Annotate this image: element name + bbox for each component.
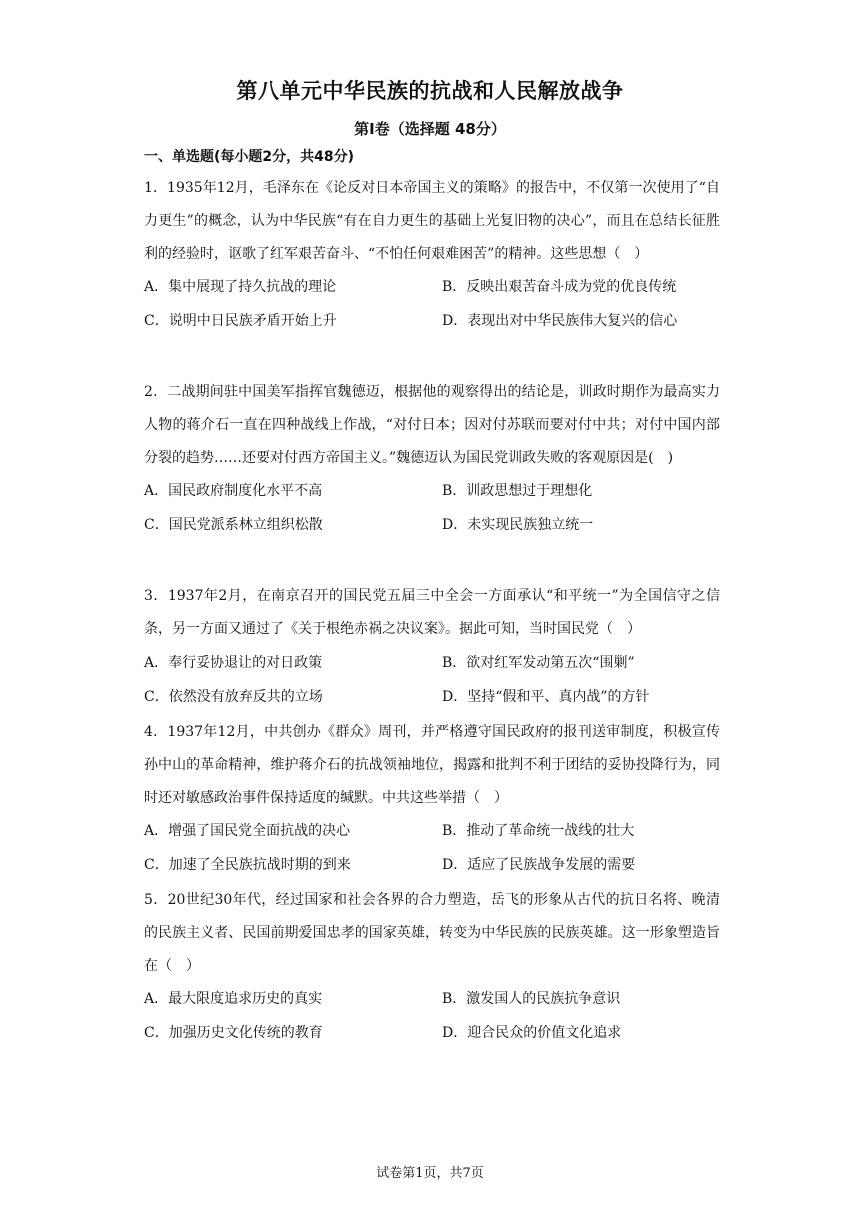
option-d: D．表现出对中华民族伟大复兴的信心: [442, 313, 678, 330]
question-4: [144, 716, 720, 882]
option-b: B．训政思想过于理想化: [442, 483, 593, 500]
question-3: [144, 580, 720, 714]
options-row: [144, 646, 720, 680]
question-2: [144, 376, 720, 542]
options-row: [144, 814, 720, 848]
option-a: A．最大限度追求历史的真实: [144, 991, 323, 1008]
question-stem: 5．20世纪30年代，经过国家和社会各界的合力塑造，岳飞的形象从古代的抗日名将、晚清的民族主义者、民国前期爱国忠孝的国家英雄，转变为中华民族的民族英雄。这一形象塑造旨在（ ）: [144, 892, 720, 974]
option-c: C．说明中日民族矛盾开始上升: [144, 313, 337, 330]
option-a: A．国民政府制度化水平不高: [144, 483, 323, 500]
question-stem: 1．1935年12月，毛泽东在《论反对日本帝国主义的策略》的报告中，不仅第一次使用了“自力更生”的概念，认为中华民族“有在自力更生的基础上光复旧物的决心”，而且在总结长征胜利的经验时，讴歌了红军艰苦奋斗、“不怕任何艰难困苦”的精神。这些思想（ ）: [144, 180, 720, 262]
option-c: C．加速了全民族抗战时期的到来: [144, 857, 351, 874]
options-row: [144, 508, 720, 542]
option-d: D．坚持“假和平、真内战”的方针: [442, 688, 650, 705]
option-b: B．推动了革命统一战线的壮大: [442, 823, 635, 840]
option-a: A．奉行妥协退让的对日政策: [144, 654, 323, 671]
part-heading: 第Ⅰ卷（选择题 48分）: [354, 120, 506, 138]
options-row: [144, 680, 720, 714]
question-stem: 4．1937年12月，中共创办《群众》周刊，并严格遵守国民政府的报刊送审制度，积极宣传孙中山的革命精神，维护蒋介石的抗战领袖地位，揭露和批判不利于团结的妥协投降行为，同时还对敏感政治事件保持适度的缄默。中共这些举措（ ）: [144, 724, 720, 806]
options-row: [144, 848, 720, 882]
option-a: A．增强了国民党全面抗战的决心: [144, 823, 351, 840]
question-1: [144, 172, 720, 338]
question-stem: 3．1937年2月，在南京召开的国民党五届三中全会一方面承认“和平统一”为全国信守之信条，另一方面又通过了《关于根绝赤祸之决议案》。据此可知，当时国民党（ ）: [144, 588, 720, 637]
option-b: B．激发国人的民族抗争意识: [442, 991, 621, 1008]
option-b: B．反映出艰苦奋斗成为党的优良传统: [442, 279, 677, 296]
option-b: B．欲对红军发动第五次“围剿”: [442, 654, 635, 671]
page-title: 第八单元中华民族的抗战和人民解放战争: [236, 79, 624, 103]
option-d: D．未实现民族独立统一: [442, 517, 594, 534]
page-footer: 试卷第1页，共7页: [376, 1166, 484, 1181]
option-a: A．集中展现了持久抗战的理论: [144, 279, 337, 296]
option-d: D．适应了民族战争发展的需要: [442, 857, 636, 874]
option-c: C．加强历史文化传统的教育: [144, 1025, 323, 1042]
option-c: C．国民党派系林立组织松散: [144, 517, 323, 534]
options-row: [144, 1016, 720, 1050]
question-stem: 2．二战期间驻中国美军指挥官魏德迈，根据他的观察得出的结论是，训政时期作为最高实力人物的蒋介石一直在四种战线上作战，“对付日本；因对付苏联而要对付中共；对付中国内部分裂的趋势……还要对付西方帝国主义。”魏德迈认为国民党训政失败的客观原因是( ): [144, 384, 720, 466]
options-row: [144, 304, 720, 338]
options-row: [144, 270, 720, 304]
option-c: C．依然没有放弃反共的立场: [144, 688, 323, 705]
question-5: [144, 884, 720, 1050]
options-row: [144, 982, 720, 1016]
section-heading: 一、单选题(每小题2分，共48分): [144, 149, 355, 165]
option-d: D．迎合民众的价值文化追求: [442, 1025, 622, 1042]
options-row: [144, 474, 720, 508]
